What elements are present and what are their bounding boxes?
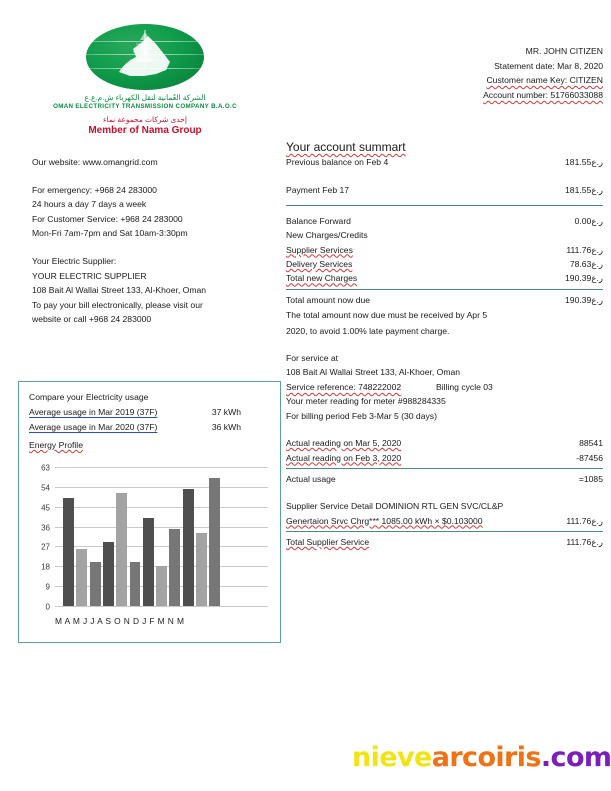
chart-y-tick-label: 0 [45, 602, 50, 612]
customer-header [273, 44, 603, 102]
supplier-divider [286, 531, 603, 532]
contact-information [32, 155, 280, 327]
website-line: Our website: www.omangrid.com [32, 157, 158, 167]
meter-reading-line: Your meter reading for meter #988284335 [286, 396, 446, 407]
chart-bar [103, 542, 114, 606]
new-charges-row [286, 228, 603, 242]
avg-2020-value: 36 kWh [211, 422, 241, 432]
delivery-services-value: 78.63ر.ع [569, 259, 603, 270]
energy-profile-label: Energy Profile [29, 440, 83, 450]
actual-usage-value: =1085 [578, 473, 603, 484]
chart-y-tick-label: 63 [41, 463, 50, 473]
total-due-row [286, 293, 603, 307]
chart-y-tick-label: 9 [45, 582, 50, 592]
total-new-charges-row [286, 271, 603, 285]
chart-y-tick-label: 45 [41, 503, 50, 513]
generation-charge-row [286, 514, 603, 528]
supplier-label: Your Electric Supplier: [32, 255, 117, 266]
payment-value: 181.55ر.ع [565, 185, 603, 196]
billing-period-line: For billing period Feb 3-Mar 5 (30 days) [286, 410, 437, 421]
service-address: 108 Bait Al Wallai Street 133, Al-Khoer, Oman [286, 367, 461, 378]
supplier-services-row [286, 243, 603, 257]
avg-2020-row [29, 420, 270, 435]
due-note-line1: The total amount now due must be received by Apr 5 [286, 310, 488, 321]
chart-bar [63, 498, 74, 606]
chart-bar [196, 533, 207, 606]
avg-2019-row [29, 405, 270, 420]
chart-bar [116, 493, 127, 606]
oetc-logo-icon [86, 24, 204, 90]
chart-y-tick-label: 54 [41, 483, 50, 493]
emergency-hours-line: 24 hours a day 7 days a week [32, 199, 147, 210]
service-reference-row [286, 380, 603, 394]
billing-cycle: Billing cycle 03 [436, 381, 493, 392]
usage-title: Compare your Electricity usage [29, 392, 149, 402]
avg-2019-value: 37 kWh [211, 407, 241, 417]
chart-bar [169, 529, 180, 606]
avg-2019-label: Average usage in Mar 2019 (37F) [29, 407, 158, 417]
due-note-line2: 2020, to avoid 1.00% late payment charge. [286, 325, 450, 336]
logo-english-company: OMAN ELECTRICITY TRANSMISSION COMPANY B.A.O.C [53, 103, 237, 110]
total-due-value: 190.39ر.ع [565, 294, 603, 305]
customer-service-hours-line: Mon-Fri 7am-7pm and Sat 10am-3:30pm [32, 228, 188, 239]
previous-balance-value: 181.55ر.ع [565, 157, 603, 167]
chart-bar [143, 518, 154, 606]
chart-x-axis-labels: M A M J J A S O N D J F M N M [55, 616, 185, 626]
balance-forward-value: 0.00ر.ع [574, 215, 603, 226]
watermark-part2: arcoiris [431, 742, 541, 773]
reading-divider [286, 468, 603, 469]
total-supplier-service-label: Total Supplier Service [286, 537, 370, 548]
pay-instructions-line2: website or call +968 24 283000 [32, 314, 152, 325]
reading-feb-label: Actual reading on Feb 3, 2020 [286, 452, 402, 463]
chart-bar [76, 549, 87, 606]
reading-mar-row [286, 436, 603, 450]
generation-charge-value: 111.76ر.ع [566, 515, 603, 526]
previous-balance-label: Previous balance on Feb 4 [286, 157, 389, 167]
actual-usage-label: Actual usage [286, 473, 336, 484]
total-due-label: Total amount now due [286, 294, 371, 305]
supplier-name: YOUR ELECTRIC SUPPLIER [32, 270, 147, 281]
chart-bar [209, 478, 220, 606]
reading-mar-label: Actual reading on Mar 5, 2020 [286, 438, 402, 449]
balance-forward-label: Balance Forward [286, 215, 351, 226]
watermark-part1: nieve [352, 742, 432, 773]
generation-charge-label: Genertaion Srvc Chrg*** 1085.00 kWh × $0.103000 [286, 515, 483, 526]
chart-bar [156, 566, 167, 606]
total-new-charges-value: 190.39ر.ع [565, 273, 603, 284]
total-supplier-service-row [286, 535, 603, 549]
pay-instructions-line1: To pay your bill electronically, please visit our [32, 299, 203, 310]
chart-bar [90, 562, 101, 606]
chart-y-tick-label: 18 [41, 562, 50, 572]
summary-divider-1 [286, 205, 603, 206]
logo-arabic-company: الشركة العُمانية لنقل الكهرباء ش.م.ع.ع [84, 93, 206, 102]
actual-usage-row [286, 472, 603, 486]
customer-key: Customer name Key: CITIZEN [486, 75, 603, 86]
reading-mar-value: 88541 [579, 438, 603, 449]
total-supplier-service-value: 111.76ر.ع [566, 537, 603, 548]
company-logo-block [14, 24, 276, 136]
account-number: Account number: 51766033088 [483, 89, 603, 100]
payment-row [286, 183, 603, 197]
reading-feb-row [286, 451, 603, 465]
for-service-at-label: For service at [286, 353, 339, 364]
usage-comparison-box [18, 381, 281, 643]
chart-plot-area [41, 463, 268, 612]
payment-label: Payment Feb 17 [286, 185, 350, 196]
service-reference: Service reference: 748222002 [286, 381, 402, 392]
supplier-services-label: Supplier Services [286, 244, 353, 255]
chart-y-tick-label: 36 [41, 523, 50, 533]
logo-english-member: Member of Nama Group [88, 125, 202, 136]
supplier-services-value: 111.76ر.ع [566, 244, 603, 255]
avg-2020-label: Average usage in Mar 2020 (37F) [29, 422, 158, 432]
supplier-address: 108 Bait Al Wallai Street 133, Al-Khoer, Oman [32, 285, 207, 296]
customer-service-line: For Customer Service: +968 24 283000 [32, 213, 183, 224]
summary-divider-2 [286, 289, 603, 290]
balance-forward-row [286, 214, 603, 228]
watermark-part3: .com [540, 742, 611, 773]
customer-name: MR. JOHN CITIZEN [525, 46, 603, 56]
usage-bar-chart [29, 463, 272, 638]
delivery-services-label: Delivery Services [286, 259, 353, 270]
chart-bars [55, 467, 268, 606]
logo-arabic-member: إحدى شركات مجموعة نماء [103, 115, 187, 124]
total-new-charges-label: Total new Charges [286, 273, 358, 284]
statement-date: Statement date: Mar 8, 2020 [494, 60, 603, 71]
chart-gridline [45, 602, 268, 612]
reading-feb-value: -87456 [576, 452, 603, 463]
emergency-line: For emergency: +968 24 283000 [32, 184, 157, 195]
account-summary-title: Your account summart [286, 140, 406, 154]
account-summary [286, 140, 603, 550]
watermark [352, 742, 611, 773]
chart-y-tick-label: 27 [41, 542, 50, 552]
chart-bar [183, 489, 194, 606]
delivery-services-row [286, 257, 603, 271]
new-charges-label: New Charges/Credits [286, 230, 368, 241]
supplier-detail-header: Supplier Service Detail DOMINION RTL GEN SVC/CL&P [286, 501, 504, 512]
chart-bar [130, 562, 141, 606]
previous-balance-row [286, 155, 603, 169]
